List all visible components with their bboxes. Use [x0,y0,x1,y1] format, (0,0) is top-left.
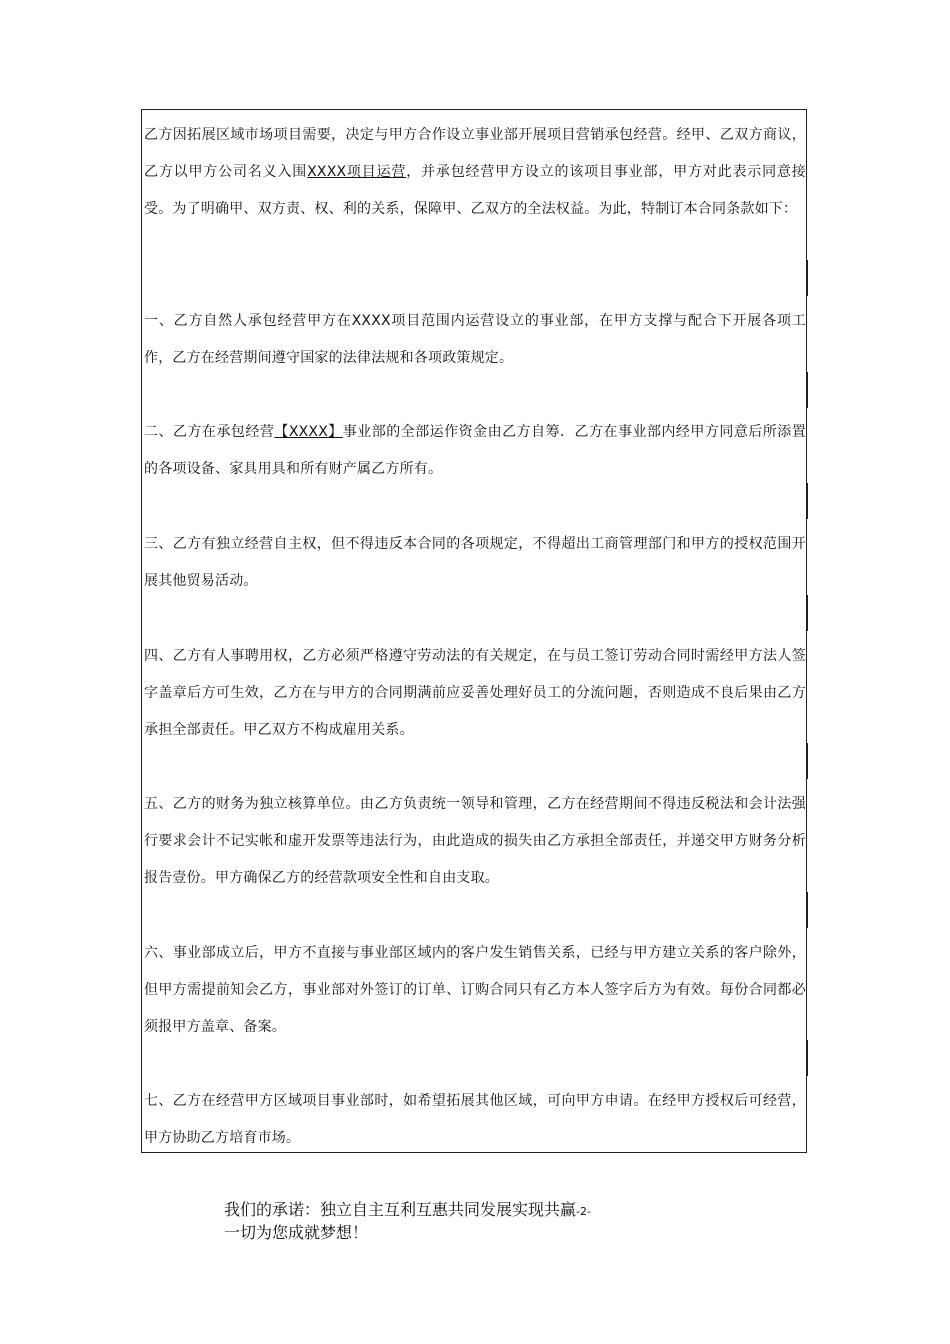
contract-body-box [141,109,807,1153]
footer-tagline: 一切为您成就梦想！ [224,1223,369,1242]
clause-5: 五、乙方的财务为独立核算单位。由乙方负责统一领导和管理，乙方在经营期间不得违反税法和会计法强行要求会计不记实帐和虚开发票等违法行为，由此造成的损失由乙方承担全部责任，并递交甲方财务分析报告壹份。甲方确保乙方的经营款项安全性和自由支取。 [144,796,806,886]
clause-2-text-part1: 二、乙方在承包经营 [144,424,275,440]
clause-7: 七、乙方在经营甲方区域项目事业部时，如希望拓展其他区域，可向甲方申请。在经甲方授权后可经营，甲方协助乙方培育市场。 [144,1093,806,1146]
intro-text-part1: 乙方因拓展区域市场项目需要，决定与甲方合作设立事业部开展项目营销承包经营。经甲、乙双方商议，乙方以甲方公司名义入围 [144,127,806,180]
right-border-segment [806,595,808,631]
intro-text-part2: ，并承包经营甲方设立的该项目事业部，甲方对此表示同意接受。为了明确甲、双方责、权、利的关系，保障甲、乙双方的全法权益。为此，特制订本合同条款如下： [144,164,806,217]
footer-slogan: 我们的承诺：独立自主互利互惠共同发展实现共赢 [224,1200,577,1219]
footer-slogan-line [224,1199,591,1223]
right-border-segment [806,483,808,519]
clause-2-text-part2: 事业部的全部运作资金由乙方自筹．乙方在事业部内经甲方同意后所添置的各项设备、家具用具和所有财产属乙方所有。 [144,424,806,477]
right-border-segment [806,743,808,779]
right-border-segment [806,372,808,408]
right-border-segment [806,1040,808,1076]
clause-3: 三、乙方有独立经营自主权，但不得违反本合同的各项规定，不得超出工商管理部门和甲方的授权范围开展其他贸易活动。 [144,536,806,589]
clause-2 [144,414,806,488]
clause-2-bracket-underlined: 【XXXX】 [274,424,343,440]
right-border-segment [806,260,808,296]
page-number: -2- [576,1205,591,1218]
clause-1: 一、乙方自然人承包经营甲方在XXXX项目范围内运营设立的事业部，在甲方支撑与配合下开展各项工作，乙方在经营期间遵守国家的法律法规和各项政策规定。 [144,313,806,366]
intro-paragraph [144,117,806,228]
project-name-underlined: XXXX项目运营 [307,164,407,180]
clause-6: 六、事业部成立后，甲方不直接与事业部区域内的客户发生销售关系，已经与甲方建立关系的客户除外，但甲方需提前知会乙方，事业部对外签订的订单、订购合同只有乙方本人签字后方为有效。每份合同都必须报甲方盖章、备案。 [144,945,806,1035]
clause-4: 四、乙方有人事聘用权，乙方必须严格遵守劳动法的有关规定，在与员工签订劳动合同时需经甲方法人签字盖章后方可生效，乙方在与甲方的合同期满前应妥善处理好员工的分流问题，否则造成不良后果由乙方承担全部责任。甲乙双方不构成雇用关系。 [144,648,806,738]
right-border-segment [806,892,808,928]
